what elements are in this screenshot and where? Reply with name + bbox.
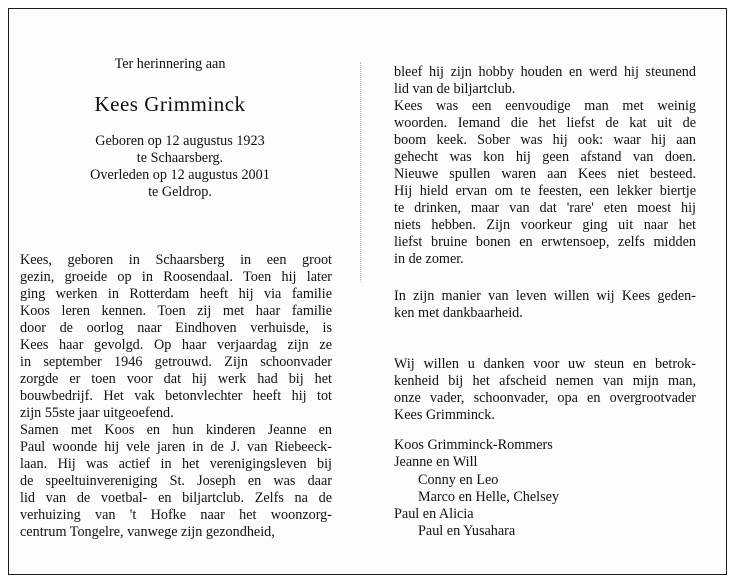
text-line: Nieuwe spullen waren aan Kees niet besteed.: [394, 166, 696, 182]
birth-place: te Schaarsberg.: [136, 150, 224, 166]
text-line: de speeltuinvereniging St. Joseph en was daar: [20, 473, 332, 489]
text-line: boom keek. Sober was hij ook: waar hij aan: [394, 132, 696, 148]
dates-block: [60, 133, 300, 201]
text-line: door de oorlog naar Eindhoven verhuisde, is: [20, 320, 332, 336]
text-line: kenheid bij het afscheid nemen van mijn man,: [394, 373, 696, 389]
text-line: Kees was een eenvoudige man met weinig: [394, 98, 696, 114]
text-line: lid van de biljartclub.: [394, 81, 516, 97]
biography-right: [394, 64, 696, 268]
text-line: woorden. Iemand die het liefst de kat uit de: [394, 115, 696, 131]
family-member: Paul en Alicia: [394, 506, 474, 523]
birth-date: Geboren op 12 augustus 1923: [95, 133, 265, 149]
family-member: Marco en Helle, Chelsey: [418, 488, 560, 505]
death-place: te Geldrop.: [148, 184, 212, 200]
text-line: Koos leren kennen. Toen zij met haar familie: [20, 303, 332, 319]
biography-left: [20, 252, 332, 541]
family-member: Jeanne en Will: [394, 454, 478, 471]
family-member: Paul en Yusahara: [418, 523, 516, 540]
family-member: Conny en Leo: [418, 471, 499, 488]
text-line: liefst bruine bonen en erwtensoep, zelfs midden: [394, 234, 696, 250]
remembrance-text: [394, 288, 696, 322]
text-line: Wij willen u danken voor uw steun en betrok-: [394, 356, 696, 372]
text-line: Samen met Koos en hun kinderen Jeanne en: [20, 422, 332, 438]
family-list: [394, 437, 696, 541]
text-line: Kees, geboren in Schaarsberg in een groot: [20, 252, 332, 268]
text-line: in de zomer.: [394, 251, 464, 267]
text-line: In zijn manier van leven willen wij Kees geden-: [394, 288, 696, 304]
thanks-text: [394, 356, 696, 424]
text-line: ging werken in Rotterdam heeft hij via familie: [20, 286, 332, 302]
text-line: gezin, groeide op in Roosendaal. Toen hij later: [20, 269, 332, 285]
text-line: verhuizing van 't Hofke naar het woonzorg-: [20, 507, 332, 523]
intro-text: Ter herinnering aan: [114, 56, 226, 72]
text-line: Kees Grimminck.: [394, 407, 495, 423]
text-line: centrum Tongelre, vanwege zijn gezondheid,: [20, 524, 275, 540]
text-line: bouwbedrijf. Het vak betonvlechter heeft hij tot: [20, 388, 332, 404]
fold-line: [360, 62, 362, 282]
text-line: Hij hield ervan om te feesten, een lekker biertje: [394, 183, 696, 199]
text-line: bleef hij zijn hobby houden en werd hij steunend: [394, 64, 696, 80]
text-line: laan. Hij was actief in het verenigingsleven bij: [20, 456, 332, 472]
text-line: zorgde er toen voor dat hij werk had bij het: [20, 371, 332, 387]
text-line: onze vader, schoonvader, opa en overgrootvader: [394, 390, 696, 406]
text-line: Kees haar gevolgd. Op haar verjaardag zijn ze: [20, 337, 332, 353]
text-line: ken met dankbaarheid.: [394, 305, 523, 321]
text-line: te drinken, maar van dat 'rare' eten moest hij: [394, 200, 696, 216]
deceased-name: Kees Grimminck: [94, 92, 246, 116]
text-line: lid van de voetbal- en biljartclub. Zelfs na de: [20, 490, 332, 506]
family-member: Koos Grimminck-Rommers: [394, 437, 553, 453]
text-line: zijn 55ste jaar uitgeoefend.: [20, 405, 174, 421]
text-line: niets hebben. Zijn voorkeur ging uit naar het: [394, 217, 696, 233]
text-line: gehecht was kon hij geen afstand van doen.: [394, 149, 696, 165]
text-line: in september 1946 getrouwd. Zijn schoonvader: [20, 354, 332, 370]
death-date: Overleden op 12 augustus 2001: [90, 167, 270, 183]
text-line: Paul woonde hij vele jaren in de J. van Riebeeck-: [20, 439, 332, 455]
